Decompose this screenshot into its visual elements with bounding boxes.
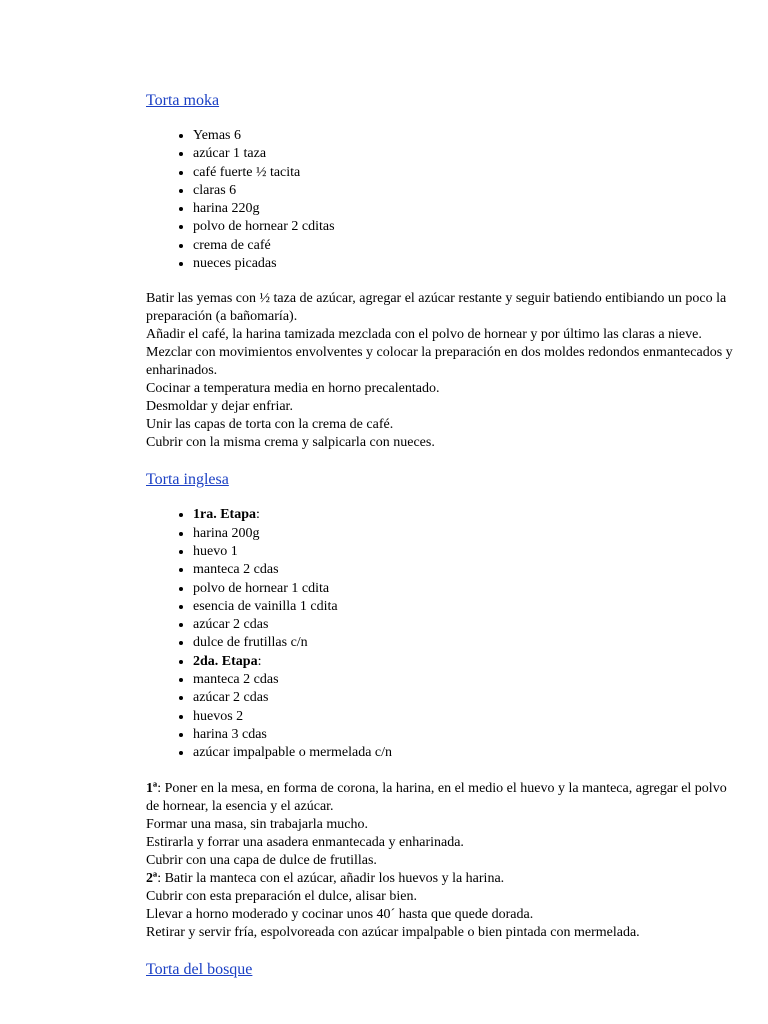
step-2-marker: 2ª (146, 870, 158, 886)
ingredient-item: • claras 6 (193, 182, 736, 200)
ingredient-item: • dulce de frutillas c/n (193, 634, 736, 652)
steps-end (146, 888, 736, 942)
ingredient-item: • harina 3 cdas (193, 726, 736, 744)
steps-torta-inglesa (146, 780, 736, 942)
step-paragraph: Mezclar con movimientos envolventes y colocar la preparación en dos moldes redondos enmantecados y enharinados. (146, 345, 733, 379)
ingredient-item: • crema de café (193, 237, 736, 255)
step-paragraph: Retirar y servir fría, espolvoreada con azúcar impalpable o bien pintada con mermelada. (146, 924, 640, 940)
step-1-paragraph (146, 780, 736, 816)
steps-mid (146, 816, 736, 870)
step-2-paragraph (146, 870, 736, 888)
ingredient-item: • café fuerte ½ tacita (193, 164, 736, 182)
step-1-marker: 1ª (146, 780, 158, 796)
stage-1-label: 1ra. Etapa (193, 507, 256, 523)
recipe-title-torta-del-bosque[interactable]: Torta del bosque (146, 960, 253, 978)
ingredient-item: • azúcar impalpable o mermelada c/n (193, 744, 736, 762)
ingredient-item: • harina 220g (193, 200, 736, 218)
stage-2-label: 2da. Etapa (193, 653, 258, 669)
step-2-text: : Batir la manteca con el azúcar, añadir los huevos y la harina. (157, 870, 505, 886)
step-paragraph: Estirarla y forrar una asadera enmantecada y enharinada. (146, 834, 464, 850)
stage-1-heading: • 1ra. Etapa: (193, 506, 736, 524)
ingredient-item: • manteca 2 cdas (193, 561, 736, 579)
ingredient-item: • azúcar 2 cdas (193, 616, 736, 634)
step-paragraph: Cubrir con una capa de dulce de frutillas. (146, 852, 377, 868)
ingredient-item: • Yemas 6 (193, 127, 736, 145)
step-paragraph: Llevar a horno moderado y cocinar unos 40´ hasta que quede dorada. (146, 906, 534, 922)
steps-torta-moka (146, 290, 736, 452)
ingredient-item: • harina 200g (193, 525, 736, 543)
ingredient-list-torta-inglesa (146, 506, 736, 762)
ingredient-item: • huevo 1 (193, 543, 736, 561)
document-content (146, 91, 736, 980)
ingredient-list-torta-moka (146, 127, 736, 273)
step-1-text: : Poner en la mesa, en forma de corona, la harina, en el medio el huevo y la manteca, agregar el polvo de hornear, la esencia y el azúcar. (146, 780, 727, 814)
step-paragraph: Batir las yemas con ½ taza de azúcar, agregar el azúcar restante y seguir batiendo entibiando un poco la preparación (a bañomaría). (146, 291, 727, 325)
ingredient-item: • polvo de hornear 1 cdita (193, 580, 736, 598)
ingredient-item: • azúcar 1 taza (193, 145, 736, 163)
step-paragraph: Cubrir con la misma crema y salpicarla con nueces. (146, 435, 435, 451)
ingredient-item: • polvo de hornear 2 cditas (193, 218, 736, 236)
step-paragraph: Formar una masa, sin trabajarla mucho. (146, 816, 368, 832)
step-paragraph: Cocinar a temperatura media en horno precalentado. (146, 381, 440, 397)
step-paragraph: Desmoldar y dejar enfriar. (146, 399, 293, 415)
step-paragraph: Añadir el café, la harina tamizada mezclada con el polvo de hornear y por último las claras a nieve. (146, 327, 702, 343)
ingredient-item: • huevos 2 (193, 708, 736, 726)
stage-2-heading: • 2da. Etapa: (193, 653, 736, 671)
ingredient-item: • esencia de vainilla 1 cdita (193, 598, 736, 616)
recipe-title-torta-inglesa[interactable]: Torta inglesa (146, 471, 229, 489)
recipe-title-torta-moka[interactable]: Torta moka (146, 92, 220, 109)
ingredient-item: • nueces picadas (193, 255, 736, 273)
step-paragraph: Cubrir con esta preparación el dulce, alisar bien. (146, 888, 417, 904)
step-paragraph: Unir las capas de torta con la crema de café. (146, 417, 394, 433)
ingredient-item: • manteca 2 cdas (193, 671, 736, 689)
ingredient-item: • azúcar 2 cdas (193, 689, 736, 707)
